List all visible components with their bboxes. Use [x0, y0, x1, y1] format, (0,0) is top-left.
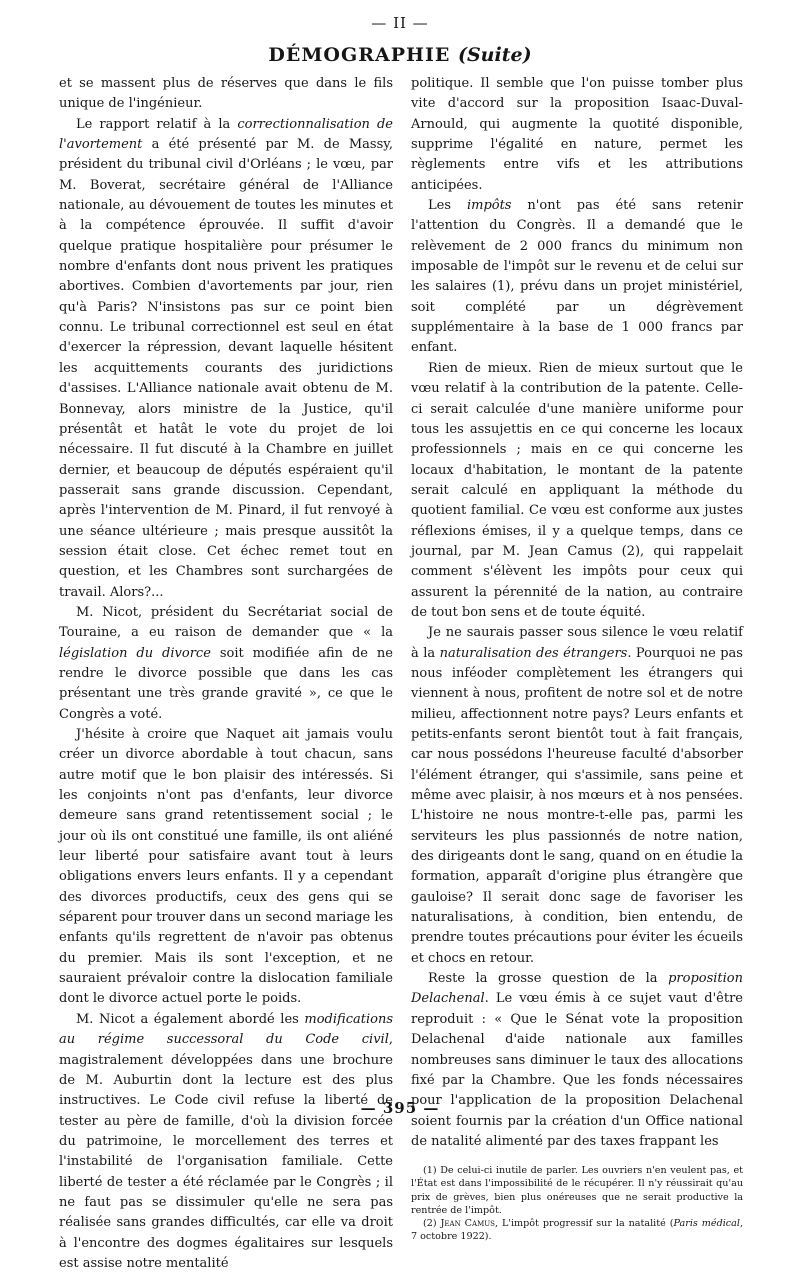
footnote-2: (2) Jean Camus, L'impôt progressif sur la natalité (Paris médical, 7 octobre 1922). [411, 1218, 743, 1243]
paragraph: Les impôts n'ont pas été sans retenir l'attention du Congrès. Il a demandé que le relèvement de 2 000 francs du minimum non imposable de l'impôt sur le revenu et de celui sur les salaires (1), prévu dans un projet ministériel, soit complété par un dégrèvement supplémentaire à la base de 1 000 francs par enfant. [411, 198, 743, 356]
paragraph: M. Nicot, président du Secrétariat social de Touraine, a eu raison de demander que « la législation du divorce soit modifiée afin de ne rendre le divorce possible que dans les cas présentant une très grande gravité », ce que le Congrès a voté. [59, 604, 393, 722]
topic-emphasis: correctionnalisation de l'avortement [59, 116, 394, 153]
paragraph: J'hésite à croire que Naquet ait jamais voulu créer un divorce abordable à tout chacun, sans autre motif que le bon plaisir des intéressés. Si les conjoints n'ont pas d'enfants, leur divorce demeure sans grand retentissement social ; le jour où ils ont constitué une famille, ils ont aliéné leur liberté pour satisfaire avant tout à leurs obligations envers leurs enfants. Il y a cependant des divorces productifs, ceux des gens qui se séparent pour trouver dans un second mariage les enfants qu'ils regrettent de n'avoir pas obtenus du premier. Mais ils sont l'exception, et ne sauraient prévaloir contre la dislocation familiale dont le divorce actuel porte le poids. [59, 727, 393, 1007]
folio: — II — [371, 14, 429, 32]
left-column [59, 74, 393, 1274]
page-title [0, 44, 800, 66]
paragraph: et se massent plus de réserves que dans le fils unique de l'ingénieur. [59, 76, 393, 112]
section-title: DÉMOGRAPHIE [268, 44, 451, 66]
topic-emphasis: impôts [466, 198, 512, 214]
topic-emphasis: législation du divorce [59, 645, 211, 661]
section-suffix: (Suite) [457, 44, 532, 66]
paragraph: Rien de mieux. Rien de mieux surtout que le vœu relatif à la contribution de la patente. Celle-ci serait calculée d'une manière uniforme pour tous les assujettis en ce qui concerne les locaux professionnels ; mais en ce qui concerne les locaux d'habitation, le montant de la patente serait calculé en appliquant la méthode du quotient familial. Ce vœu est conforme aux justes réflexions émises, il y a quelque temps, dans ce journal, par M. Jean Camus (2), qui rappelait comment s'élèvent les impôts pour ceux qui assurent la pérennité de la nation, au contraire de tout bon sens et de toute équité. [411, 360, 743, 620]
paragraph: Je ne saurais passer sous silence le vœu relatif à la naturalisation des étrangers. Pourquoi ne pas nous inféoder complètement les étrangers qui viennent à nous, profitent de notre sol et de notre milieu, affectionnent notre pays? Leurs enfants et petits-enfants seront bientôt tout à fait français, car nous possédons l'heureuse faculté d'absorber l'élément étranger, qui s'assimile, sans peine et même avec plaisir, à nos mœurs et à nos pensées. L'histoire ne nous montre-t-elle pas, parmi les serviteurs les plus passionnés de notre nation, des dirigeants dont le sang, quand on en étudie la formation, apparaît d'origine plus étrangère que gauloise? Il serait donc sage de favoriser les naturalisations, à condition, bien entendu, de prendre toutes précautions pour éviter les écueils et chocs en retour. [411, 625, 743, 966]
footnote-1: (1) De celui-ci inutile de parler. Les ouvriers n'en veulent pas, et l'État est dans l'impossibilité de le récupérer. Il n'y réussirait qu'au prix de grèves, bien plus onéreuses que ne serait productive la rentrée de l'impôt. [411, 1165, 743, 1216]
page-number: — 395 — [360, 1099, 440, 1117]
right-column [411, 74, 743, 1243]
footnotes [411, 1164, 743, 1243]
topic-emphasis: modifications au régime successoral du Code civil [59, 1011, 393, 1048]
paragraph: Reste la grosse question de la proposition Delachenal. Le vœu émis à ce sujet vaut d'être reproduit : « Que le Sénat vote la proposition Delachenal d'aide nationale aux familles nombreuses sans diminuer le taux des allocations fixé par la Chambre. Que les fonds nécessaires pour l'application de la proposition Delachenal soient fournis par la création d'un Office national de natalité alimenté par des taxes frappant les [411, 971, 743, 1149]
topic-emphasis: proposition Delachenal [411, 971, 743, 1007]
paragraph: politique. Il semble que l'on puisse tomber plus vite d'accord sur la proposition Isaac-Duval-Arnould, qui augmente la quotité disponible, supprime l'égalité en nature, permet les règlements entre vifs et les attributions anticipées. [411, 76, 743, 193]
paragraph: M. Nicot a également abordé les modifications au régime successoral du Code civil, magistralement développées dans une brochure de M. Auburtin dont la lecture est des plus instructives. Le Code civil refuse la liberté de tester au père de famille, d'où la division forcée du patrimoine, le morcellement des terres et l'instabilité de l'organisation familiale. Cette liberté de tester a été réclamée par le Congrès ; il ne faut pas se dissimuler qu'elle ne sera pas réalisée sans grandes difficultés, car elle va droit à l'encontre des dogmes égalitaires sur lesquels est assise notre mentalité [59, 1011, 393, 1271]
paragraph: Le rapport relatif à la correctionnalisation de l'avortement a été présenté par M. de Massy, président du tribunal civil d'Orléans ; le vœu, par M. Boverat, secrétaire général de l'Alliance nationale, au dévouement de toutes les minutes et à la compétence éprouvée. Il suffit d'avoir quelque pratique hospitalière pour présumer le nombre d'enfants dont nous privent les pratiques abortives. Combien d'avortements par jour, rien qu'à Paris? N'insistons pas sur ce point bien connu. Le tribunal correctionnel est seul en état d'exercer la répression, devant laquelle hésitent les acquittements courants des juridictions d'assises. L'Alliance nationale avait obtenu de M. Bonnevay, alors ministre de la Justice, qu'il présentât et hatât le vote du projet de loi nécessaire. Il fut discuté à la Chambre en juillet dernier, et beaucoup de députés espéraient qu'il passerait sans grande discussion. Cependant, après l'intervention de M. Pinard, il fut renvoyé à une séance ultérieure ; mais presque aussitôt la session était close. Cet échec remet tout en question, et les Chambres sont surchargées de travail. Alors?... [59, 116, 394, 600]
topic-emphasis: naturalisation des étrangers [439, 645, 628, 661]
